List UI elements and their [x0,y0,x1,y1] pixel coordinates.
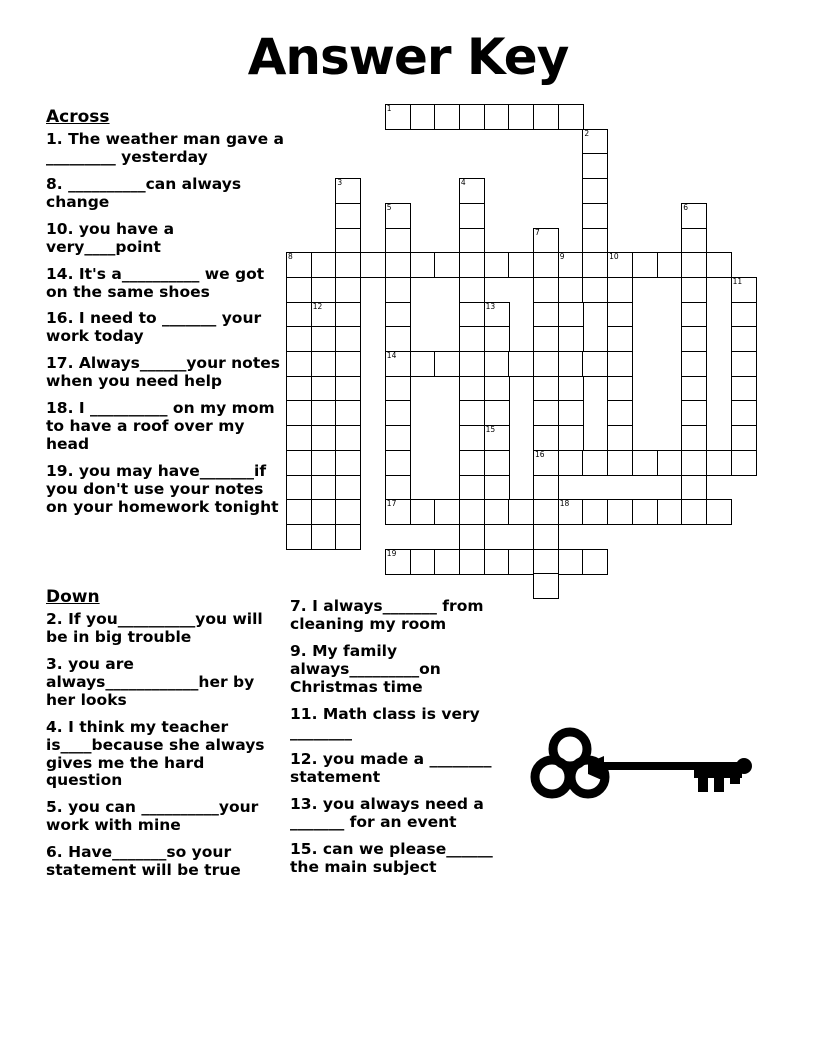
grid-cell[interactable] [385,104,411,130]
clue-text: you may have_______if you don't use your notes on your homework tonight [46,462,279,517]
grid-cell[interactable] [459,252,485,278]
grid-cell-number: 14 [386,351,397,360]
clue-down-6 [46,844,282,880]
grid-cell[interactable] [632,499,658,525]
clue-number: 18. [46,399,74,418]
grid-cell[interactable] [335,178,361,204]
grid-cell[interactable] [335,499,361,525]
grid-cell[interactable] [731,376,757,402]
grid-cell-number: 16 [535,449,545,459]
grid-cell[interactable] [582,549,608,575]
grid-cell[interactable] [385,475,411,501]
grid-cell[interactable] [286,252,312,278]
clue-number: 19. [46,462,74,481]
grid-cell[interactable] [582,153,608,179]
grid-cell[interactable] [335,277,361,303]
clue-across-19 [46,463,286,517]
grid-cell[interactable] [533,524,559,550]
grid-cell[interactable] [681,450,707,476]
grid-cell[interactable] [459,475,485,501]
grid-cell[interactable] [607,425,633,451]
grid-cell[interactable] [558,351,584,377]
grid-cell[interactable] [607,326,633,352]
clue-text: you always need a _______ for an event [290,794,484,831]
grid-cell[interactable] [360,252,386,278]
grid-cell[interactable] [484,376,510,402]
grid-cell[interactable] [410,104,436,130]
clue-down-7 [290,598,526,634]
grid-cell[interactable] [311,499,337,525]
grid-cell[interactable] [311,351,337,377]
clue-number: 14. [46,264,74,283]
grid-cell-number: 18 [559,499,570,509]
clue-number: 5. [46,798,63,817]
grid-cell[interactable] [335,252,361,278]
down-heading: Down [46,587,100,607]
clue-across-8 [46,176,286,212]
grid-cell-number: 8 [288,252,293,262]
grid-cell[interactable] [533,228,559,254]
grid-cell[interactable] [607,376,633,402]
grid-cell[interactable] [484,425,510,451]
grid-cell-number: 15 [485,425,496,435]
grid-cell[interactable] [533,549,559,575]
grid-cell-number: 5 [386,202,392,212]
grid-cell-number: 10 [609,252,619,262]
grid-cell[interactable] [681,302,707,328]
grid-cell-number: 11 [732,276,743,286]
grid-cell[interactable] [607,302,633,328]
grid-cell[interactable] [558,549,584,575]
clue-text: you made a ________ statement [290,749,492,786]
grid-cell[interactable] [484,400,510,426]
clue-number: 9. [290,641,307,660]
grid-cell[interactable] [286,450,312,476]
grid-cell[interactable] [731,450,757,476]
grid-cell[interactable] [385,425,411,451]
grid-cell[interactable] [286,376,312,402]
grid-cell[interactable] [582,252,608,278]
grid-cell[interactable] [681,277,707,303]
grid-cell[interactable] [681,326,707,352]
clue-across-10 [46,221,286,257]
grid-cell[interactable] [681,376,707,402]
grid-cell[interactable] [681,475,707,501]
grid-cell[interactable] [706,499,732,525]
grid-cell[interactable] [558,326,584,352]
grid-cell[interactable] [706,450,732,476]
grid-cell[interactable] [484,450,510,476]
grid-cell[interactable] [459,351,485,377]
grid-cell[interactable] [311,475,337,501]
clue-down-12 [290,751,526,787]
grid-cell[interactable] [385,326,411,352]
clue-number: 13. [290,794,318,813]
grid-cell-number: 6 [683,202,688,212]
grid-cell[interactable] [385,277,411,303]
grid-cell[interactable] [533,277,559,303]
grid-cell[interactable] [558,277,584,303]
clue-number: 1. [46,129,63,148]
grid-cell[interactable] [558,104,584,130]
grid-cell[interactable] [731,351,757,377]
grid-cell[interactable] [657,252,683,278]
grid-cell-number: 1 [386,104,392,113]
grid-cell[interactable] [311,302,337,328]
clue-text: you can __________your work with mine [46,798,259,835]
grid-cell[interactable] [508,499,534,525]
clue-across-18 [46,400,286,454]
grid-cell[interactable] [286,277,312,303]
grid-cell-number: 7 [535,227,540,237]
grid-cell-number: 12 [312,301,323,311]
grid-cell[interactable] [533,302,559,328]
grid-cell[interactable] [459,326,485,352]
grid-cell-number: 2 [584,128,590,138]
clue-number: 3. [46,654,63,673]
grid-cell[interactable] [385,203,411,229]
grid-cell[interactable] [311,376,337,402]
grid-cell[interactable] [335,450,361,476]
grid-cell[interactable] [582,203,608,229]
grid-cell-number: 19 [386,548,397,558]
clue-number: 15. [290,839,318,858]
grid-cell[interactable] [459,376,485,402]
grid-cell[interactable] [681,203,707,229]
grid-cell[interactable] [286,499,312,525]
grid-cell[interactable] [286,302,312,328]
grid-cell[interactable] [533,400,559,426]
clue-text: I need to _______ your work today [46,309,262,346]
grid-cell[interactable] [410,549,436,575]
clue-text: My family always_________on Christmas time [290,641,441,696]
grid-cell[interactable] [681,499,707,525]
grid-cell[interactable] [335,475,361,501]
grid-cell[interactable] [582,450,608,476]
clue-text: can we please______ the main subject [290,839,493,876]
grid-cell[interactable] [533,450,559,476]
grid-cell[interactable] [533,425,559,451]
grid-cell[interactable] [582,499,608,525]
grid-cell[interactable] [335,524,361,550]
clue-down-13 [290,796,526,832]
grid-cell[interactable] [434,549,460,575]
grid-cell[interactable] [459,203,485,229]
grid-cell[interactable] [607,499,633,525]
grid-cell[interactable] [632,450,658,476]
grid-cell[interactable] [508,252,534,278]
clue-text: I think my teacher is____because she always gives me the hard question [46,717,265,790]
across-heading: Across [46,107,110,127]
clue-number: 16. [46,309,74,328]
grid-cell[interactable] [582,129,608,155]
clue-across-17 [46,355,286,391]
grid-cell[interactable] [533,252,559,278]
grid-cell[interactable] [558,499,584,525]
grid-cell[interactable] [459,104,485,130]
grid-cell-number: 17 [386,499,397,509]
clue-across-16 [46,310,286,346]
clue-number: 4. [46,717,63,736]
grid-cell[interactable] [632,252,658,278]
skeleton-key-icon [530,725,770,825]
grid-cell[interactable] [533,573,559,599]
grid-cell[interactable] [335,400,361,426]
crossword-grid[interactable] [286,104,756,584]
grid-cell[interactable] [286,326,312,352]
grid-cell[interactable] [484,549,510,575]
clue-across-14 [46,266,286,302]
grid-cell[interactable] [508,549,534,575]
grid-cell[interactable] [335,228,361,254]
clue-down-5 [46,799,282,835]
grid-cell[interactable] [533,326,559,352]
grid-cell[interactable] [533,475,559,501]
grid-cell[interactable] [311,400,337,426]
grid-cell[interactable] [459,302,485,328]
grid-cell[interactable] [459,524,485,550]
clue-number: 6. [46,843,63,862]
grid-cell[interactable] [335,425,361,451]
clue-down-4 [46,719,282,791]
grid-cell[interactable] [385,351,411,377]
grid-cell[interactable] [558,400,584,426]
grid-cell[interactable] [434,104,460,130]
grid-cell[interactable] [681,228,707,254]
grid-cell[interactable] [731,425,757,451]
grid-cell[interactable] [607,252,633,278]
grid-cell[interactable] [533,376,559,402]
grid-cell[interactable] [582,228,608,254]
grid-cell[interactable] [335,326,361,352]
grid-cell[interactable] [459,549,485,575]
clue-text: you have a very____point [46,219,175,256]
grid-cell[interactable] [385,499,411,525]
grid-cell[interactable] [335,203,361,229]
grid-cell[interactable] [311,524,337,550]
grid-cell[interactable] [533,499,559,525]
grid-cell[interactable] [385,252,411,278]
grid-cell[interactable] [706,252,732,278]
grid-cell[interactable] [533,104,559,130]
clue-text: It's a__________ we got on the same shoes [46,264,265,301]
grid-cell[interactable] [459,277,485,303]
grid-cell[interactable] [657,450,683,476]
down-clues-column-right [290,598,526,877]
clue-number: 2. [46,609,63,628]
clue-number: 10. [46,219,74,238]
grid-cell[interactable] [484,326,510,352]
grid-cell[interactable] [681,400,707,426]
grid-cell[interactable] [731,326,757,352]
grid-cell[interactable] [385,302,411,328]
grid-cell[interactable] [311,450,337,476]
grid-cell-number: 3 [337,178,343,188]
grid-cell[interactable] [385,549,411,575]
grid-cell[interactable] [286,351,312,377]
grid-cell[interactable] [533,351,559,377]
down-clues-column-left [46,588,282,880]
clue-text: I always_______ from cleaning my room [290,597,484,633]
grid-cell[interactable] [484,104,510,130]
grid-cell[interactable] [607,277,633,303]
across-clues-column [46,108,286,517]
clue-text: The weather man gave a _________ yesterday [46,129,284,166]
grid-cell[interactable] [385,228,411,254]
clue-down-15 [290,841,526,877]
clue-number: 8. [46,174,63,193]
grid-cell[interactable] [459,499,485,525]
grid-cell[interactable] [459,400,485,426]
clue-text: Always______your notes when you need help [46,354,280,391]
clue-across-1 [46,131,286,167]
grid-cell[interactable] [434,351,460,377]
grid-cell[interactable] [681,425,707,451]
grid-cell[interactable] [607,400,633,426]
grid-cell-number: 13 [485,301,496,311]
grid-cell[interactable] [731,400,757,426]
clue-text: Math class is very ________ [290,704,480,741]
grid-cell[interactable] [508,351,534,377]
clue-number: 17. [46,354,74,373]
grid-cell[interactable] [558,376,584,402]
clue-text: If you__________you will be in big trouble [46,609,263,646]
clue-text: I __________ on my mom to have a roof over my head [46,399,275,454]
clue-down-3 [46,656,282,710]
grid-cell[interactable] [434,252,460,278]
grid-cell[interactable] [410,499,436,525]
grid-cell[interactable] [582,178,608,204]
grid-cell[interactable] [459,178,485,204]
grid-cell[interactable] [582,351,608,377]
grid-cell[interactable] [385,450,411,476]
clue-text: Have_______so your statement will be true [46,843,241,880]
grid-cell[interactable] [484,351,510,377]
grid-cell[interactable] [335,351,361,377]
grid-cell[interactable] [582,277,608,303]
grid-cell[interactable] [311,326,337,352]
grid-cell[interactable] [681,351,707,377]
grid-cell[interactable] [731,277,757,303]
grid-cell[interactable] [286,400,312,426]
clue-number: 12. [290,749,318,768]
grid-cell[interactable] [607,450,633,476]
grid-cell[interactable] [459,450,485,476]
page-title: Answer Key [247,28,569,86]
grid-cell[interactable] [335,302,361,328]
grid-cell[interactable] [484,475,510,501]
grid-cell[interactable] [286,524,312,550]
grid-cell[interactable] [558,425,584,451]
clue-number: 11. [290,704,318,723]
grid-cell[interactable] [681,252,707,278]
clue-text: __________can always change [46,174,242,211]
clue-down-2 [46,611,282,647]
grid-cell[interactable] [311,252,337,278]
grid-cell[interactable] [484,499,510,525]
grid-cell[interactable] [459,425,485,451]
grid-cell[interactable] [410,351,436,377]
grid-cell[interactable] [311,425,337,451]
grid-cell[interactable] [508,104,534,130]
grid-cell[interactable] [657,499,683,525]
clue-number: 7. [290,597,307,615]
grid-cell[interactable] [484,252,510,278]
grid-cell[interactable] [410,252,436,278]
clue-down-9 [290,643,526,697]
grid-cell[interactable] [434,499,460,525]
grid-cell[interactable] [385,376,411,402]
grid-cell-number: 9 [559,252,565,262]
grid-cell[interactable] [484,302,510,328]
grid-cell[interactable] [385,400,411,426]
clue-down-11 [290,706,526,742]
grid-cell[interactable] [459,228,485,254]
grid-cell[interactable] [286,475,312,501]
grid-cell[interactable] [558,302,584,328]
grid-cell-number: 4 [460,178,466,188]
grid-cell[interactable] [286,425,312,451]
grid-cell[interactable] [607,351,633,377]
grid-cell[interactable] [558,450,584,476]
grid-cell[interactable] [558,252,584,278]
clue-text: you are always____________her by her looks [46,654,255,709]
grid-cell[interactable] [335,376,361,402]
grid-cell[interactable] [731,302,757,328]
